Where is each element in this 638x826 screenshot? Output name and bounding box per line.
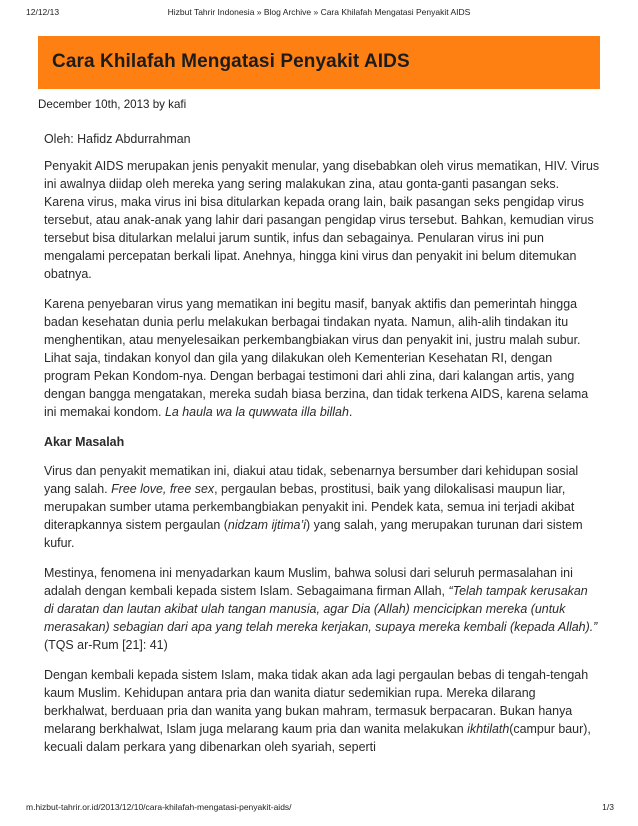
article-body (44, 130, 600, 768)
post-meta: December 10th, 2013 by kafi (38, 98, 187, 111)
paragraph-5 (44, 666, 600, 756)
paragraph-2-text: Karena penyebaran virus yang mematikan ini begitu masif, banyak aktifis dan pemerintah hingga badan kesehatan dunia perlu melakukan berbagai tindakan nyata. Namun, alih-alih tindakan itu menghentikan, atau menyelesaikan perkembangbiakan virus dan penyakit ini, justru malah subur. Lihat saja, tindakan konyol dan gila yang dilakukan oleh Kementerian Kesehatan RI, dengan program Pekan Kondom-nya. Dengan berbagai testimoni dari ahli zina, dari kalangan artis, yang dengan bangga mengatakan, mereka sudah biasa berzina, dan tidak terkena AIDS, karena selama ini memakai kondom. (44, 297, 589, 419)
paragraph-3-a: Virus dan penyakit mematikan ini, diakui atau tidak, sebenarnya bersumber dari kehidupan sosial yang salah. (44, 464, 579, 496)
page-number: 1/3 (602, 802, 614, 812)
paragraph-2 (44, 295, 600, 421)
section-heading: Akar Masalah (44, 435, 125, 449)
paragraph-5-a: Dengan kembali kepada sistem Islam, maka tidak akan ada lagi pergaulan bebas di tengah-tengah kaum Muslim. Kehidupan antara pria dan wanita diatur sedemikian rupa. Mereka dilarang berkhalwat, berduaan pria dan wanita yang bukan mahram, termasuk berpacaran. Bukan hanya melarang berkhalwat, Islam juga melarang kaum pria dan wanita melakukan (44, 668, 589, 736)
print-url: m.hizbut-tahrir.or.id/2013/12/10/cara-khilafah-mengatasi-penyakit-aids/ (26, 802, 292, 812)
paragraph-4 (44, 564, 600, 654)
paragraph-3-b: , pergaulan bebas, prostitusi, baik yang dilokalisasi maupun liar, merupakan sumber utama perkembangbiakan penyakit ini. Pendek kata, semua ini terjadi akibat diterapkannya sistem pergaulan ( (44, 482, 575, 532)
article-title: Cara Khilafah Mengatasi Penyakit AIDS (52, 51, 410, 72)
paragraph-5-b: (campur baur), kecuali dalam perkara yang dibenarkan oleh syariah, seperti (44, 722, 591, 754)
paragraph-4-quote: “Telah tampak kerusakan di daratan dan lautan akibat ulah tangan manusia, agar Dia (Allah) mencicipkan mereka (untuk merasakan) sebagian dari apa yang telah mereka kerjakan, supaya mereka kembali (kepada Allah).” (44, 584, 598, 634)
paragraph-3-italic-1: Free love, free sex (111, 482, 215, 496)
paragraph-2-italic: La haula wa la quwwata illa billah (164, 405, 349, 419)
print-date: 12/12/13 (26, 7, 60, 17)
article-title-bar (38, 36, 600, 89)
paragraph-1: Penyakit AIDS merupakan jenis penyakit menular, yang disebabkan oleh virus mematikan, HIV. Virus ini awalnya diidap oleh mereka yang sering malakukan zina, atau gonta-ganti pasangan seks. Karena virus, maka virus ini bisa ditularkan kepada orang lain, baik pasangan seks pengidap virus tersebut, atau anak-anak yang lahir dari pasangan pengidap virus tersebut. Bahkan, kemudian virus tersebut bisa ditularkan melalui jarum suntik, infus dan sebagainya. Penularan virus ini pun mengalami percepatan berkali lipat. Anehnya, hingga kini virus dan penyakit ini belum ditemukan obatnya. (44, 159, 600, 281)
paragraph-2-end: . (348, 405, 353, 419)
print-page-title: Hizbut Tahrir Indonesia » Blog Archive » Cara Khilafah Mengatasi Penyakit AIDS (167, 7, 471, 17)
print-header (0, 7, 638, 21)
print-footer (0, 802, 638, 816)
paragraph-3 (44, 462, 600, 552)
paragraph-3-c: ) yang salah, yang merupakan turunan dari sistem kufur. (44, 518, 583, 550)
article-author: Oleh: Hafidz Abdurrahman (44, 132, 191, 146)
paragraph-5-italic: ikhtilath (467, 722, 510, 736)
paragraph-4-b: (TQS ar-Rum [21]: 41) (44, 638, 168, 652)
paragraph-4-a: Mestinya, fenomena ini menyadarkan kaum Muslim, bahwa solusi dari seluruh permasalahan ini adalah dengan kembali kepada sistem Islam. Sebagaimana firman Allah, (44, 566, 573, 598)
paragraph-3-italic-2: nidzam ijtima’i (227, 518, 307, 532)
